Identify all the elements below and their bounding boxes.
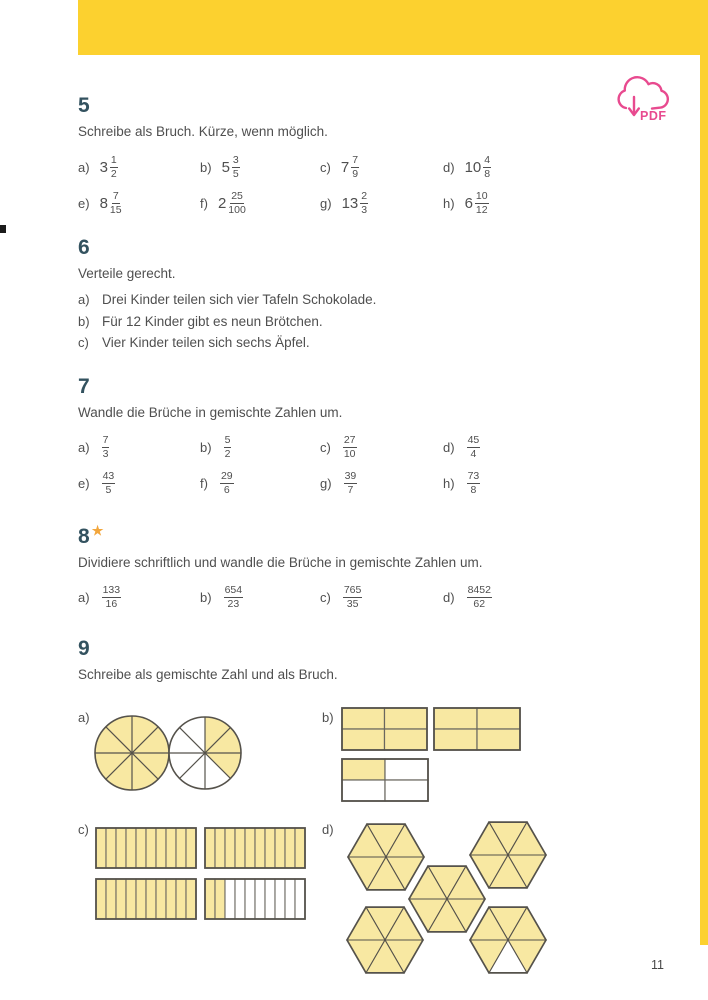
item-label: d)	[443, 590, 455, 605]
rect-quarter-cell	[477, 729, 520, 750]
numerator: 765	[343, 584, 362, 597]
bar-strip-cell	[275, 828, 285, 868]
denominator: 7	[347, 484, 354, 496]
text-items	[78, 289, 670, 354]
item-label: c)	[320, 590, 331, 605]
header-color-band	[78, 0, 708, 55]
exercise-instruction: Schreibe als Bruch. Kürze, wenn möglich.	[78, 124, 328, 139]
exercise-instruction: Dividiere schriftlich und wandle die Brüche in gemischte Zahlen um.	[78, 554, 483, 570]
exercise-instruction: Wandle die Brüche in gemischte Zahlen um.	[78, 404, 343, 420]
fraction-value	[465, 584, 492, 610]
fraction	[228, 190, 246, 216]
exercise-number: 9	[78, 636, 90, 660]
fraction-item	[78, 430, 200, 466]
whole-number: 13	[341, 194, 359, 212]
bar-strip-cell	[96, 828, 106, 868]
numerator: 39	[344, 470, 357, 483]
item-label: f)	[200, 195, 208, 211]
fraction-value	[341, 154, 359, 180]
exercise-5	[78, 93, 670, 221]
rect-quarter-cell	[342, 708, 385, 729]
star-icon: ★	[91, 522, 104, 538]
numerator: 7	[102, 434, 109, 447]
fraction-value	[342, 190, 369, 216]
whole-number: 7	[340, 158, 350, 176]
bar-strip-cell	[255, 879, 265, 919]
fraction-item	[78, 466, 200, 502]
fraction-value	[222, 584, 244, 610]
exercise-9	[78, 636, 670, 984]
fraction-item	[320, 430, 443, 466]
denominator: 5	[232, 167, 239, 180]
fraction	[475, 190, 489, 216]
bar-strip-cell	[245, 828, 255, 868]
bar-strip-cell	[235, 828, 245, 868]
denominator: 62	[473, 598, 486, 610]
bar-strip-cell	[106, 879, 116, 919]
fraction-item	[200, 580, 320, 616]
item-label: a)	[78, 159, 90, 175]
bar-strip-cell	[295, 828, 305, 868]
item-label: h)	[443, 476, 455, 491]
bar-strip-cell	[205, 828, 215, 868]
whole-number: 10	[464, 158, 482, 176]
numerator: 8452	[467, 584, 491, 597]
numerator: 10	[475, 189, 488, 202]
bar-strip-cell	[186, 879, 196, 919]
fraction-value	[218, 190, 246, 216]
fraction-item	[443, 430, 670, 466]
bar-strip-cell	[176, 828, 186, 868]
diagram-group-a	[78, 710, 241, 790]
exercise-instruction: Schreibe als gemischte Zahl und als Bruch.	[78, 666, 338, 682]
bar-strip-cell	[265, 828, 275, 868]
numerator: 3	[232, 153, 239, 166]
fraction	[102, 434, 110, 460]
fraction-item	[200, 430, 320, 466]
fraction-value	[100, 190, 122, 216]
fraction-value	[100, 584, 122, 610]
rect-quarter-cell	[434, 708, 477, 729]
fraction-item	[200, 466, 320, 502]
fraction	[102, 470, 116, 496]
rect-quarter-cell	[477, 708, 520, 729]
bar-strip-cell	[285, 879, 295, 919]
fraction-item	[443, 185, 670, 221]
exercise-number: 5	[78, 94, 90, 117]
numerator: 25	[231, 189, 243, 202]
item-label: g)	[320, 476, 332, 491]
rect-quarter-cell	[385, 759, 428, 780]
denominator: 9	[352, 167, 359, 180]
exercise-number: 7	[78, 374, 90, 398]
fraction	[343, 434, 357, 460]
numerator: 654	[224, 584, 243, 597]
numerator: 27	[343, 434, 356, 447]
bar-strip-cell	[166, 828, 176, 868]
diagram-group-label: c)	[78, 821, 89, 837]
item-label: e)	[78, 476, 90, 491]
whole-number: 2	[217, 194, 227, 212]
denominator: 3	[102, 448, 109, 460]
numerator: 7	[112, 189, 119, 202]
fraction-value	[465, 470, 481, 496]
bar-strip-cell	[245, 879, 255, 919]
fraction-value	[342, 470, 358, 496]
item-text: Vier Kinder teilen sich sechs Äpfel.	[102, 335, 310, 350]
item-label: f)	[200, 476, 208, 491]
item-label: a)	[78, 440, 90, 455]
numerator: 43	[102, 470, 115, 483]
rect-quarter-cell	[385, 729, 428, 750]
item-label: c)	[78, 335, 89, 350]
item-label: a)	[78, 590, 90, 605]
fraction-items-grid	[78, 430, 670, 502]
fraction-item	[78, 580, 200, 616]
fraction	[344, 470, 358, 496]
bar-strip-cell	[106, 828, 116, 868]
fraction-value	[465, 154, 492, 180]
item-label: c)	[320, 159, 331, 175]
rect-quarter-cell	[385, 708, 428, 729]
item-label: d)	[443, 159, 455, 175]
diagram-group-d	[322, 822, 546, 973]
page-number: 11	[651, 958, 664, 972]
denominator: 8	[470, 484, 477, 496]
item-label: b)	[200, 159, 212, 175]
exercise-list	[78, 93, 670, 984]
numerator: 73	[467, 470, 480, 483]
exercise-number: 8 ★	[78, 522, 104, 548]
fraction-item	[443, 580, 670, 616]
fraction-item	[320, 149, 443, 185]
exercise-number: 6	[78, 236, 90, 259]
fraction	[483, 154, 491, 180]
fraction	[110, 154, 118, 180]
rect-quarter-cell	[342, 729, 385, 750]
item-label: b)	[200, 440, 212, 455]
bar-strip-cell	[225, 879, 235, 919]
bar-strip-cell	[295, 879, 305, 919]
fraction-item	[78, 185, 200, 221]
fraction	[467, 584, 492, 610]
diagram-group-label: d)	[322, 821, 334, 837]
denominator: 2	[224, 448, 231, 460]
bar-strip-cell	[186, 828, 196, 868]
bar-strip-cell	[116, 828, 126, 868]
fraction	[360, 190, 368, 216]
bar-strip-cell	[176, 879, 186, 919]
denominator: 100	[228, 203, 246, 216]
fraction-value	[100, 470, 116, 496]
bar-strip-cell	[166, 879, 176, 919]
item-label: g)	[320, 195, 332, 211]
text-item	[78, 332, 670, 354]
whole-number: 5	[221, 158, 230, 176]
fraction-item	[443, 149, 670, 185]
bar-strip-cell	[136, 879, 146, 919]
fraction	[224, 434, 232, 460]
exercise-9-diagrams	[78, 692, 670, 984]
numerator: 2	[361, 189, 368, 202]
bar-strip-cell	[136, 828, 146, 868]
fraction-value	[465, 434, 481, 460]
whole-number: 6	[464, 194, 473, 212]
bar-strip-cell	[116, 879, 126, 919]
diagram-group-label: b)	[322, 709, 334, 725]
fraction	[110, 190, 122, 216]
fraction-item	[443, 466, 670, 502]
item-label: d)	[443, 440, 455, 455]
item-label: b)	[78, 313, 90, 329]
fraction-item	[200, 149, 320, 185]
fraction-value	[218, 470, 234, 496]
fraction-value	[100, 434, 110, 460]
denominator: 12	[475, 203, 488, 216]
exercise-6	[78, 235, 670, 354]
fraction-item	[320, 466, 443, 502]
bar-strip-cell	[96, 879, 106, 919]
whole-number: 8	[99, 194, 108, 212]
bar-strip-cell	[285, 828, 295, 868]
rect-quarter-cell	[342, 759, 385, 780]
bar-strip-cell	[235, 879, 245, 919]
denominator: 6	[223, 484, 230, 496]
fraction-value	[100, 154, 118, 180]
denominator: 23	[227, 598, 240, 610]
numerator: 1	[110, 153, 117, 166]
rect-quarter-cell	[434, 729, 477, 750]
item-text: Drei Kinder teilen sich vier Tafeln Schokolade.	[102, 292, 377, 307]
text-item	[78, 311, 670, 333]
fraction-value	[341, 584, 363, 610]
bar-strip-cell	[146, 828, 156, 868]
item-label: c)	[320, 440, 331, 455]
fraction	[220, 470, 234, 496]
denominator: 35	[346, 598, 359, 610]
bar-strip-cell	[255, 828, 265, 868]
numerator: 133	[102, 584, 121, 597]
numerator: 45	[467, 434, 480, 447]
numerator: 4	[484, 153, 491, 166]
denominator: 3	[361, 203, 368, 216]
fraction-items-grid	[78, 149, 670, 221]
fraction-items-grid	[78, 580, 670, 616]
fraction	[232, 154, 240, 180]
text-item	[78, 289, 670, 311]
fraction-value	[341, 434, 357, 460]
item-text: Für 12 Kinder gibt es neun Brötchen.	[102, 313, 323, 329]
fraction	[467, 470, 481, 496]
numerator: 5	[224, 434, 231, 447]
denominator: 10	[343, 448, 356, 460]
bar-strip-cell	[215, 828, 225, 868]
fraction-value	[222, 434, 232, 460]
fraction-item	[78, 149, 200, 185]
bar-strip-cell	[225, 828, 235, 868]
rect-quarter-cell	[385, 780, 428, 801]
rect-quarter-cell	[342, 780, 385, 801]
bar-strip-cell	[126, 879, 136, 919]
denominator: 2	[110, 167, 117, 180]
fraction-item	[320, 580, 443, 616]
item-label: e)	[78, 195, 90, 211]
bar-strip-cell	[126, 828, 136, 868]
item-label: a)	[78, 292, 90, 307]
fraction	[351, 154, 359, 180]
diagram-group-b	[322, 708, 520, 801]
diagram-group-c	[78, 822, 305, 919]
print-registration-mark	[0, 225, 6, 233]
fraction-value	[465, 190, 489, 216]
denominator: 4	[470, 448, 477, 460]
diagram-group-label: a)	[78, 709, 90, 725]
bar-strip-cell	[156, 879, 166, 919]
item-label: h)	[443, 195, 455, 211]
fraction-item	[320, 185, 443, 221]
fraction	[467, 434, 481, 460]
fraction	[224, 584, 244, 610]
bar-strip-cell	[156, 828, 166, 868]
exercise-instruction: Verteile gerecht.	[78, 266, 176, 281]
exercise-8	[78, 518, 670, 616]
numerator: 7	[352, 153, 359, 166]
bar-strip-cell	[215, 879, 225, 919]
fraction	[343, 584, 363, 610]
exercise-7	[78, 374, 670, 502]
numerator: 29	[220, 470, 233, 483]
fraction	[102, 584, 122, 610]
denominator: 16	[105, 598, 118, 610]
denominator: 15	[109, 203, 122, 216]
fraction-value	[222, 154, 240, 180]
bar-strip-cell	[205, 879, 215, 919]
pdf-badge-label: PDF	[640, 109, 667, 123]
bar-strip-cell	[275, 879, 285, 919]
item-label: b)	[200, 590, 212, 605]
denominator: 5	[105, 484, 112, 496]
bar-strip-cell	[146, 879, 156, 919]
right-edge-color-band	[700, 55, 708, 945]
bar-strip-cell	[265, 879, 275, 919]
denominator: 8	[484, 167, 491, 180]
fraction-item	[200, 185, 320, 221]
whole-number: 3	[99, 158, 108, 176]
